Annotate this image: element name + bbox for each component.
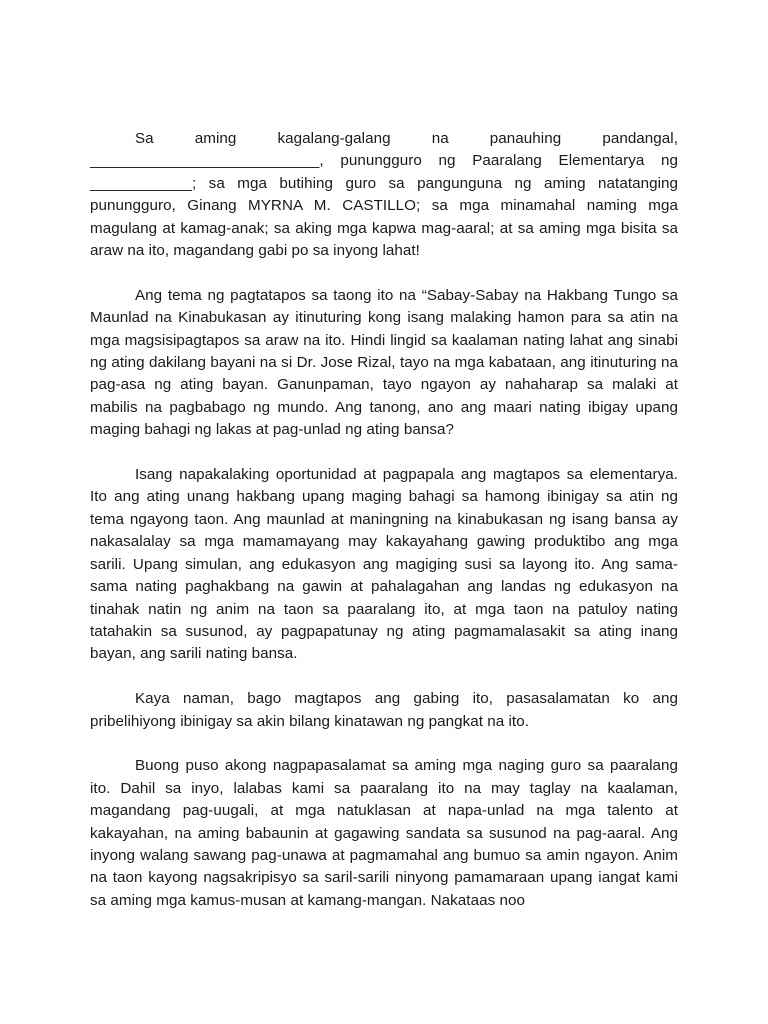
paragraph-gratitude: Buong puso akong nagpapasalamat sa aming mga naging guro sa paaralang ito. Dahil sa inyo, lalabas kami sa paaralang ito na may taglay na kaalaman, magandang pag-uugali, at mga natuklasan at napa-unlad na mga talento at kakayahan, na aming babaunin at gagawing sandata sa susunod na pag-aaral. Ang inyong walang sawang pag-unawa at pagmamahal ang bumuo sa amin ngayon. Anim na taon kayong nagsakripisyo sa saril-sarili ninyong pamamaraan upang iangat kami sa aming mga kamus-musan at kamang-mangan. Nakataas noo xyxy=(90,757,678,909)
paragraph-greeting: Sa aming kagalang-galang na panauhing pandangal, ___________________________, punungguro ng Paaralang Elementarya ng ____________; sa mga butihing guro sa pangunguna ng aming natatanging punungguro, Ginang MYRNA M. CASTILLO; sa mga minamahal naming mga magulang at kamag-anak; sa aking mga kapwa mag-aaral; at sa aming mga bisita sa araw na ito, magandang gabi po sa inyong lahat! xyxy=(90,130,678,260)
paragraph-theme: Ang tema ng pagtatapos sa taong ito na “Sabay-Sabay na Hakbang Tungo sa Maunlad na Kinabukasan ay itinuturing kong isang malaking hamon para sa atin na mga magsisipagtapos sa araw na ito. Hindi lingid sa kaalaman nating lahat ang sinabi ng ating dakilang bayani na si Dr. Jose Rizal, tayo na mga kabataan, ang itinuturing na pag-asa ng ating bayan. Ganunpaman, tayo ngayon ay nahaharap sa malaki at mabilis na pagbabago ng mundo. Ang tanong, ano ang maari nating ibigay upang maging bahagi ng lakas at pag-unlad ng ating bansa? xyxy=(90,286,678,439)
speech-body xyxy=(90,128,678,935)
paragraph-privilege: Kaya naman, bago magtapos ang gabing ito, pasasalamatan ko ang pribelihiyong ibinigay sa akin bilang kinatawan ng pangkat na ito. xyxy=(90,690,678,730)
paragraph-opportunity: Isang napakalaking oportunidad at pagpapala ang magtapos sa elementarya. Ito ang ating unang hakbang upang maging bahagi sa hamong ibinigay sa atin ng tema ngayong taon. Ang maunlad at maningning na kinabukasan ng isang bansa ay nakasalalay sa mga mamamayang may kakayahang gawing produktibo ang mga sarili. Upang simulan, ang edukasyon ang magiging susi sa layong ito. Ang sama-sama nating paghakbang na gawin at pahalagahan ang landas ng edukasyon na tinahak natin ng anim na taon sa paaralang ito, at mga taon na patuloy nating tatahakin sa susunod, ay pagpapatunay ng ating pagmamalasakit sa ating inang bayan, ang sarili nating bansa. xyxy=(90,466,678,663)
